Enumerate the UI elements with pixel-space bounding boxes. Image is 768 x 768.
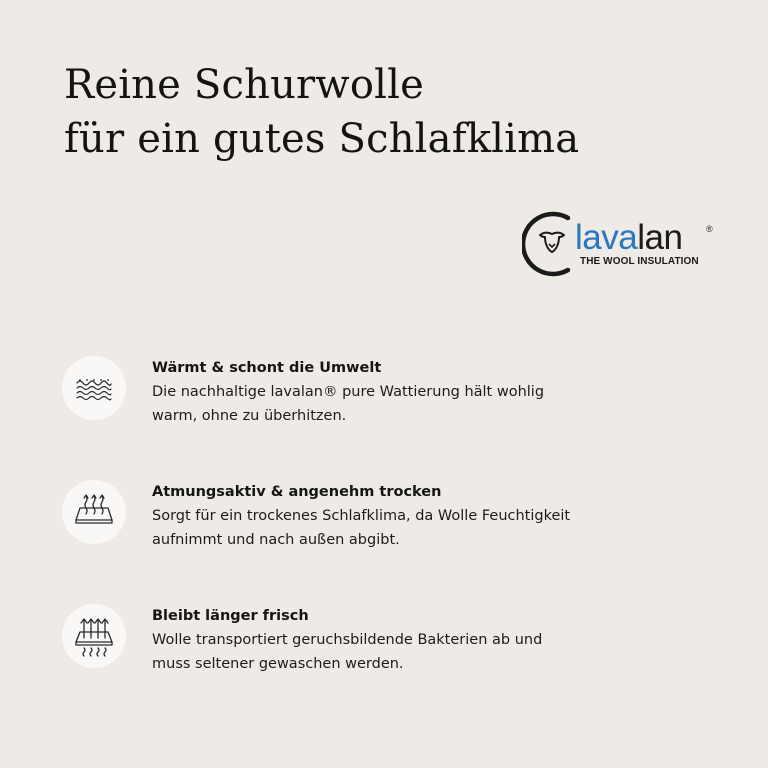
logo-tagline: THE WOOL INSULATION (580, 256, 699, 267)
page-headline (64, 58, 579, 166)
feature-description-line-2: warm, ohne zu überhitzen. (152, 408, 347, 424)
feature-description (152, 380, 612, 428)
feature-description-line-2: muss seltener gewaschen werden. (152, 656, 404, 672)
feature-icon-circle (62, 604, 126, 668)
feature-description-line-1: Die nachhaltige lavalan® pure Wattierung hält wohlig (152, 384, 545, 400)
feature-description-line-1: Sorgt für ein trockenes Schlafklima, da Wolle Feuchtigkeit (152, 508, 571, 524)
feature-icon-circle (62, 480, 126, 544)
headline-line-1: Reine Schurwolle (64, 62, 424, 108)
feature-description-line-2: aufnimmt und nach außen abgibt. (152, 532, 400, 548)
logo-word-lan: lan (637, 218, 683, 257)
headline-line-2: für ein gutes Schlafklima (64, 116, 580, 162)
lavalan-logo (522, 208, 722, 280)
feature-title: Atmungsaktiv & angenehm trocken (152, 484, 442, 500)
wool-wave-icon (62, 356, 126, 420)
feature-title: Wärmt & schont die Umwelt (152, 360, 382, 376)
logo-word-lava: lava (575, 218, 638, 257)
logo-wordmark (575, 218, 682, 258)
registered-mark: ® (706, 224, 713, 234)
feature-title: Bleibt länger frisch (152, 608, 309, 624)
feature-icon-circle (62, 356, 126, 420)
feature-description (152, 504, 612, 552)
fresh-fibre-icon (62, 604, 126, 668)
feature-description (152, 628, 612, 676)
sheep-emblem-icon (522, 208, 582, 280)
feature-description-line-1: Wolle transportiert geruchsbildende Bakterien ab und (152, 632, 543, 648)
breathable-airflow-icon (62, 480, 126, 544)
